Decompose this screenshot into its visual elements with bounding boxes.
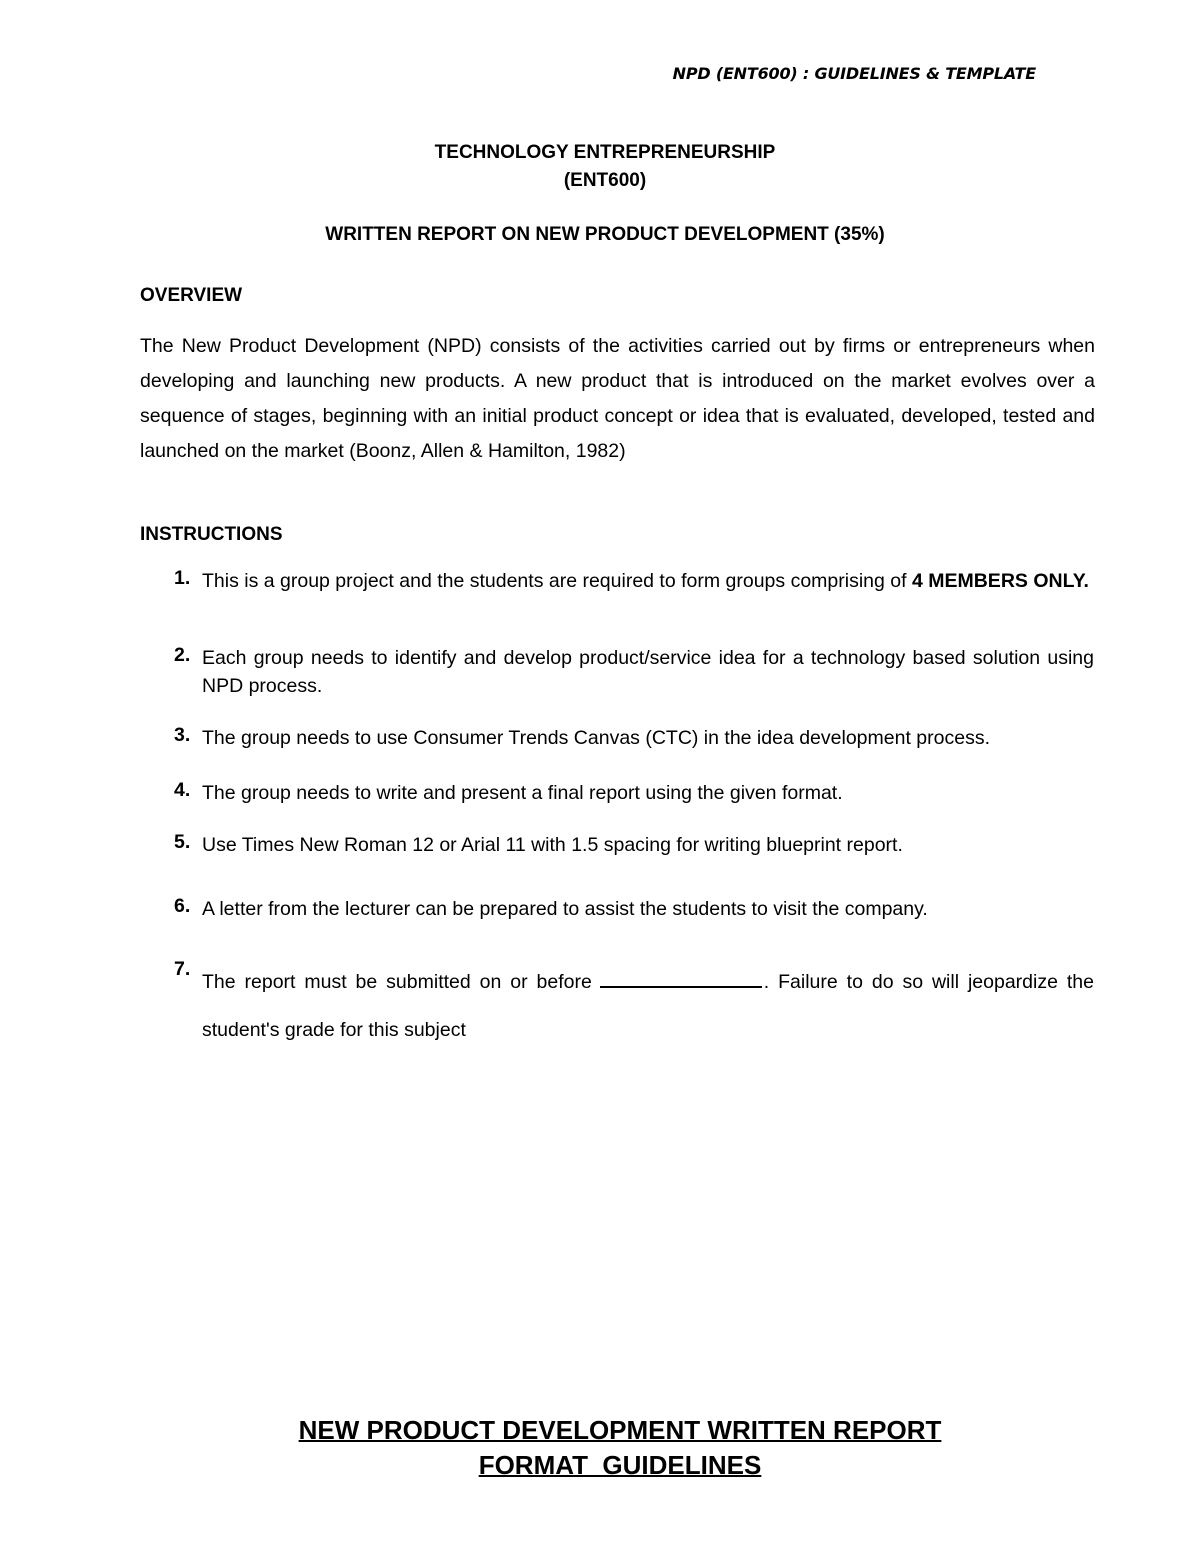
- instruction-text: The group needs to write and present a final report using the given format.: [202, 782, 843, 804]
- instruction-text: Use Times New Roman 12 or Arial 11 with 1.5 spacing for writing blueprint report.: [202, 834, 903, 856]
- instruction-number: 2.: [174, 644, 191, 666]
- format-guidelines-subtitle: FORMAT GUIDELINES: [478, 1450, 762, 1480]
- instruction-number: 5.: [174, 831, 191, 853]
- instruction-item-2: [174, 644, 1094, 700]
- instruction-item-3: [174, 724, 1094, 752]
- format-guidelines-title: NEW PRODUCT DEVELOPMENT WRITTEN REPORT: [298, 1415, 942, 1445]
- overview-paragraph: The New Product Development (NPD) consists of the activities carried out by firms or entrepreneurs when developing and launching new products. A new product that is introduced on the market evolves over a sequence of stages, beginning with an initial product concept or idea that is evaluated, developed, tested and launched on the market (Boonz, Allen & Hamilton, 1982): [140, 335, 1095, 462]
- instruction-text: The group needs to use Consumer Trends Canvas (CTC) in the idea development process.: [202, 727, 990, 749]
- instruction-item-6: [174, 895, 1094, 923]
- instruction-item-7: [174, 958, 1094, 1054]
- instruction-number: 7.: [174, 958, 191, 980]
- instructions-heading: INSTRUCTIONS: [140, 524, 283, 545]
- overview-heading: OVERVIEW: [140, 285, 243, 306]
- course-code: (ENT600): [563, 170, 647, 191]
- instruction-number: 1.: [174, 567, 191, 589]
- instruction-item-1: [174, 567, 1094, 595]
- instruction-number: 6.: [174, 895, 191, 917]
- instruction-text: A letter from the lecturer can be prepared to assist the students to visit the company.: [202, 898, 928, 920]
- instruction-text: The report must be submitted on or before . Failure to do so will jeopardize the student's grade for this subject: [202, 958, 1094, 1054]
- course-title: TECHNOLOGY ENTREPRENEURSHIP: [434, 142, 776, 163]
- running-header: NPD (ENT600) : GUIDELINES & TEMPLATE: [672, 64, 1036, 83]
- instruction-number: 3.: [174, 724, 191, 746]
- report-title: WRITTEN REPORT ON NEW PRODUCT DEVELOPMENT (35%): [325, 224, 885, 245]
- instruction-text: Each group needs to identify and develop product/service idea for a technology based solution using NPD process.: [202, 647, 1094, 697]
- submission-date-blank: [600, 968, 762, 988]
- instruction-item-5: [174, 831, 1094, 859]
- instruction-bold-text: 4 MEMBERS ONLY.: [911, 570, 1089, 592]
- instruction-number: 4.: [174, 779, 191, 801]
- instruction-item-4: [174, 779, 1094, 807]
- instruction-text: This is a group project and the students are required to form groups comprising of 4 MEMBERS ONLY.: [202, 570, 1089, 592]
